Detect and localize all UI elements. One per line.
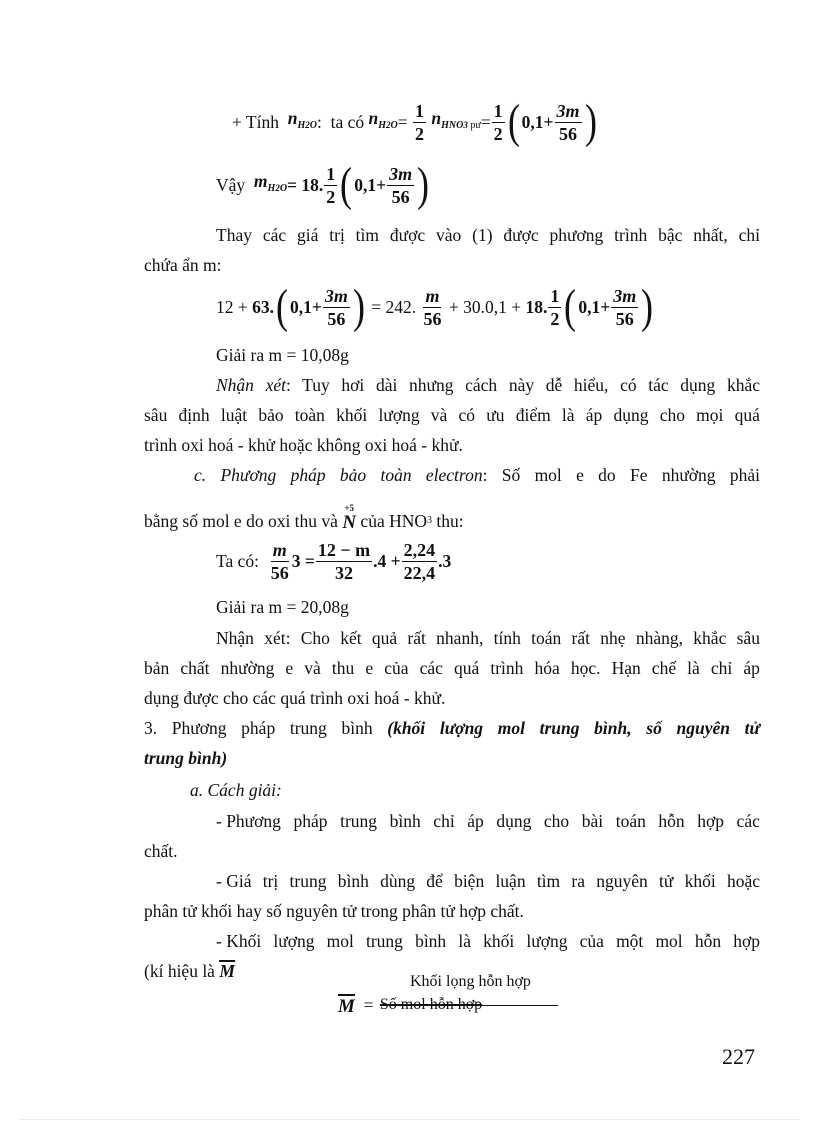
m-bar-symbol: M (219, 961, 235, 981)
formula-symbol: $n_{H2O}$ (368, 108, 398, 131)
formula-mass-balance: 12 + 63. ( 0,1+ $\frac{3m}{56}$ ) = 242. $\frac{m}{56}$ + 30.0,1 + 18. $\frac{1}{2}$ ( 0,1+ $\frac{3m}{56}$ ) (216, 280, 654, 333)
result-line: Giải ra m = 20,08g (216, 597, 349, 617)
section-heading: trung bình) (144, 748, 228, 768)
parenthesized-expression: ( 0,1+ $\frac{3m}{56}$ ) (340, 158, 430, 211)
parenthesized-expression: ( 0,1+ $\frac{3m}{56}$ ) (275, 280, 365, 333)
nitrogen-oxidation-symbol: +5 N (342, 503, 357, 533)
fraction: $\frac{1}{2}$ (326, 163, 336, 207)
parenthesized-expression: ( 0,1+ $\frac{3m}{56}$ ) (507, 95, 597, 148)
fraction: $\frac{m}{56}$ (270, 539, 289, 583)
average-mass-formula: M = Số mol hỗn hợp (338, 994, 514, 1016)
fraction: $\frac{1}{2}$ (415, 100, 425, 144)
formula-symbol: $n_{HNO3 pư}$ (431, 108, 481, 131)
fraction: $\frac{1}{2}$ (493, 100, 503, 144)
paragraph-line: dụng được cho các quá trình oxi hoá - khử. (144, 688, 446, 708)
parenthesized-expression: ( 0,1+ $\frac{3m}{56}$ ) (564, 280, 654, 333)
formula-symbol: $n_{H2O}$ (287, 108, 317, 131)
formula-text: + Tính (232, 112, 279, 132)
paragraph-line: bằng số mol e do oxi thu và +5 N của HNO 3 thu: (144, 503, 464, 533)
formula-electron-balance: Ta có: $\frac{m}{56}$ 3 = $\frac{12 - m}{32}$ .4 + $\frac{2,24}{22,4}$ .3 (216, 539, 452, 583)
list-item: - Khối lượng mol trung bình là khối lượng của một mol hỗn hợp (216, 931, 760, 951)
list-item: - Phương pháp trung bình chỉ áp dụng cho bài toán hỗn hợp các (216, 811, 760, 831)
paragraph-line: trình oxi hoá - khử hoặc không oxi hoá - khử. (144, 435, 463, 455)
paragraph-line: Nhận xét: Tuy hơi dài nhưng cách này dễ hiểu, có tác dụng khắc (216, 375, 760, 395)
list-item: chất. (144, 841, 178, 861)
list-item: phân tử khối hay số nguyên tử trong phân tử hợp chất. (144, 901, 524, 921)
subsection-heading: a. Cách giải: (190, 780, 282, 800)
formula-water-moles: + Tính $n_{H2O}$ : ta có $n_{H2O}$ = $\frac{1}{2}$ $n_{HNO3 pư}$ = $\frac{1}{2}$ ( 0,1+ $\frac{3m}{56}$ ) (232, 95, 597, 148)
fraction: $\frac{m}{56}$ (423, 285, 442, 329)
paragraph-line: chứa ẩn m: (144, 255, 222, 275)
footer-divider (20, 1119, 800, 1120)
paragraph-line: sâu định luật bảo toàn khối lượng và có ưu điểm là áp dụng cho mọi quá (144, 405, 760, 425)
paragraph-line: Thay các giá trị tìm được vào (1) được phương trình bậc nhất, chỉ (216, 225, 760, 245)
list-item: (kí hiệu là M (144, 961, 235, 981)
paragraph-line: Nhận xét: Cho kết quả rất nhanh, tính toán rất nhẹ nhàng, khắc sâu (216, 628, 760, 648)
paragraph-line: c. Phương pháp bảo toàn electron: Số mol e do Fe nhường phải (194, 465, 760, 485)
formula-symbol: $m_{H2O}$ (253, 171, 288, 194)
fraction: $\frac{1}{2}$ (550, 285, 560, 329)
fraction: $\frac{2,24}{22,4}$ (403, 539, 436, 583)
formula-text: ta có (330, 112, 365, 132)
average-mass-formula-denominator: Số mol hỗn hợp (379, 996, 483, 1013)
page-number: 227 (722, 1044, 755, 1069)
paragraph-line: bản chất nhường e và thu e của các quá trình hóa học. Hạn chế là chỉ áp (144, 658, 760, 678)
list-item: - Giá trị trung bình dùng để biện luận tìm ra nguyên tử khối hoặc (216, 871, 760, 891)
fraction: $\frac{12 - m}{32}$ (317, 539, 371, 583)
fraction-bar (383, 1005, 558, 1006)
average-mass-formula-numerator: Khối lọng hỗn hợp (410, 973, 531, 990)
formula-water-mass: Vậy $m_{H2O}$ = 18. $\frac{1}{2}$ ( 0,1+ $\frac{3m}{56}$ ) (216, 158, 430, 211)
section-heading: 3. Phương pháp trung bình (khối lượng mol trung bình, số nguyên tử (144, 718, 760, 738)
result-line: Giải ra m = 10,08g (216, 345, 349, 365)
